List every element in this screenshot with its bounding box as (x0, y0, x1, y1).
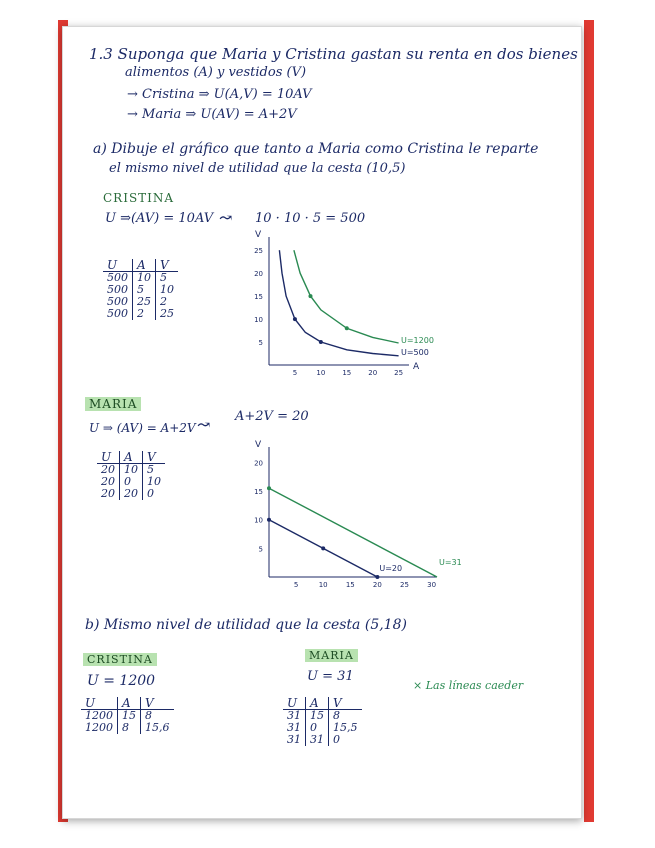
series-label: U=31 (439, 558, 462, 567)
data-point (267, 518, 271, 522)
table-cell: 8 (145, 709, 152, 722)
maria-utility-formula: U ⇒ (AV) = A+2V (89, 421, 196, 435)
table-cell: 15,6 (145, 721, 170, 734)
table-cell: 20 (97, 488, 120, 500)
table-cell: 8 (333, 709, 340, 722)
maria-b-utility: U = 31 (307, 669, 354, 684)
table-cell: 25 (133, 296, 156, 308)
part-b-question: b) Mismo nivel de utilidad que la cesta (5,18) (85, 617, 407, 633)
table-cell: 10 (120, 464, 143, 477)
problem-statement-line2: alimentos (A) y vestidos (V) (125, 65, 307, 80)
data-point (293, 317, 297, 321)
series-line (279, 250, 398, 356)
table-cell: 500 (103, 284, 133, 296)
table-cell: 31 (306, 734, 329, 746)
data-point (345, 326, 349, 330)
table-header: V (143, 451, 166, 464)
maria-indifference-chart (239, 435, 462, 595)
table-cell: 5 (160, 271, 167, 284)
table-cell: 0 (333, 733, 340, 746)
x-tick-label: 5 (293, 581, 299, 589)
table-header: V (329, 697, 362, 710)
cristina-table-a (103, 259, 178, 320)
data-point (321, 546, 325, 550)
table-cell: 5 (147, 463, 154, 476)
x-tick-label: 15 (345, 581, 355, 589)
table-header: A (133, 259, 156, 272)
table-cell: 2 (160, 295, 167, 308)
table-cell: 20 (120, 488, 143, 500)
part-b-note: × Las líneas caeder (413, 679, 524, 692)
maria-b-title: MARIA (305, 649, 358, 662)
y-tick-label: 5 (258, 339, 263, 348)
y-tick-label: 10 (254, 516, 263, 525)
x-tick-label: 5 (292, 369, 298, 377)
cristina-table-b (81, 697, 174, 734)
table-cell: 500 (103, 308, 133, 320)
table-cell: 500 (103, 272, 133, 285)
table-cell: 500 (103, 296, 133, 308)
maria-utility-function: → Maria ⇒ U(AV) = A+2V (127, 107, 297, 122)
data-point (375, 575, 379, 579)
table-cell: 0 (120, 476, 143, 488)
x-tick-label: 25 (400, 581, 409, 589)
table-cell: 15 (306, 710, 329, 723)
x-tick-label: 25 (394, 369, 404, 377)
part-a-question-line2: el mismo nivel de utilidad que la cesta (10,5) (109, 161, 406, 176)
cristina-b-title: CRISTINA (83, 653, 157, 666)
cristina-section-title: CRISTINA (103, 191, 175, 205)
series-label: U=1200 (401, 336, 434, 345)
table-cell: 31 (283, 710, 306, 723)
table-cell: 31 (283, 734, 306, 746)
table-cell: 2 (133, 308, 156, 320)
cristina-utility-function: → Cristina ⇒ U(A,V) = 10AV (127, 87, 312, 102)
right-red-edge (584, 20, 594, 822)
maria-utility-calculation: A+2V = 20 (235, 409, 309, 424)
table-cell: 1200 (81, 722, 118, 734)
table-cell: 20 (97, 476, 120, 488)
table-cell: 0 (306, 722, 329, 734)
x-tick-label: 10 (316, 369, 326, 377)
cristina-utility-formula: U ⇒(AV) = 10AV (105, 211, 214, 226)
problem-statement-line1: 1.3 Suponga que Maria y Cristina gastan su renta en dos bienes (89, 45, 578, 63)
table-cell: 8 (118, 722, 141, 734)
y-axis-label: V (255, 440, 262, 450)
maria-table-a (97, 451, 165, 500)
table-header: A (120, 451, 143, 464)
table-header: A (306, 697, 329, 710)
maria-arrow: ↝ (197, 415, 211, 434)
table-cell: 10 (147, 475, 161, 488)
y-tick-label: 5 (258, 545, 263, 554)
x-tick-label: 10 (318, 581, 328, 589)
data-point (267, 486, 271, 490)
y-axis-label: V (255, 230, 262, 240)
cristina-arrow: ↝ (219, 208, 233, 227)
y-tick-label: 20 (254, 459, 263, 468)
table-cell: 10 (133, 272, 156, 285)
table-header: U (97, 451, 120, 464)
table-header: U (103, 259, 133, 272)
maria-table-b (283, 697, 362, 746)
table-cell: 5 (133, 284, 156, 296)
table-cell: 20 (97, 464, 120, 477)
table-header: A (118, 697, 141, 710)
y-tick-label: 15 (254, 488, 263, 497)
table-header: V (141, 697, 174, 710)
y-tick-label: 20 (254, 270, 263, 279)
series-label: U=500 (401, 348, 429, 357)
notebook-page (62, 26, 582, 819)
table-header: V (156, 259, 179, 272)
y-tick-label: 10 (254, 316, 263, 325)
y-tick-label: 15 (254, 293, 263, 302)
cristina-b-utility: U = 1200 (87, 673, 156, 689)
table-cell: 15 (118, 710, 141, 723)
table-cell: 25 (160, 307, 174, 320)
part-a-question-line1: a) Dibuje el gráfico que tanto a Maria como Cristina le reparte (93, 141, 539, 157)
table-cell: 10 (160, 283, 174, 296)
table-header: U (81, 697, 118, 710)
table-cell: 31 (283, 722, 306, 734)
x-axis-label: A (413, 362, 420, 372)
y-tick-label: 25 (254, 247, 263, 256)
maria-section-title: MARIA (85, 397, 141, 411)
cristina-utility-calculation: 10 · 10 · 5 = 500 (255, 211, 366, 226)
x-tick-label: 20 (372, 581, 382, 589)
cristina-indifference-chart (239, 230, 434, 383)
series-label: U=20 (379, 564, 403, 573)
table-cell: 0 (147, 487, 154, 500)
data-point (319, 340, 323, 344)
x-tick-label: 30 (427, 581, 437, 589)
data-point (308, 294, 312, 298)
x-tick-label: 15 (342, 369, 352, 377)
x-tick-label: 20 (368, 369, 378, 377)
table-cell: 1200 (81, 710, 118, 723)
table-cell: 15,5 (333, 721, 358, 734)
table-header: U (283, 697, 306, 710)
